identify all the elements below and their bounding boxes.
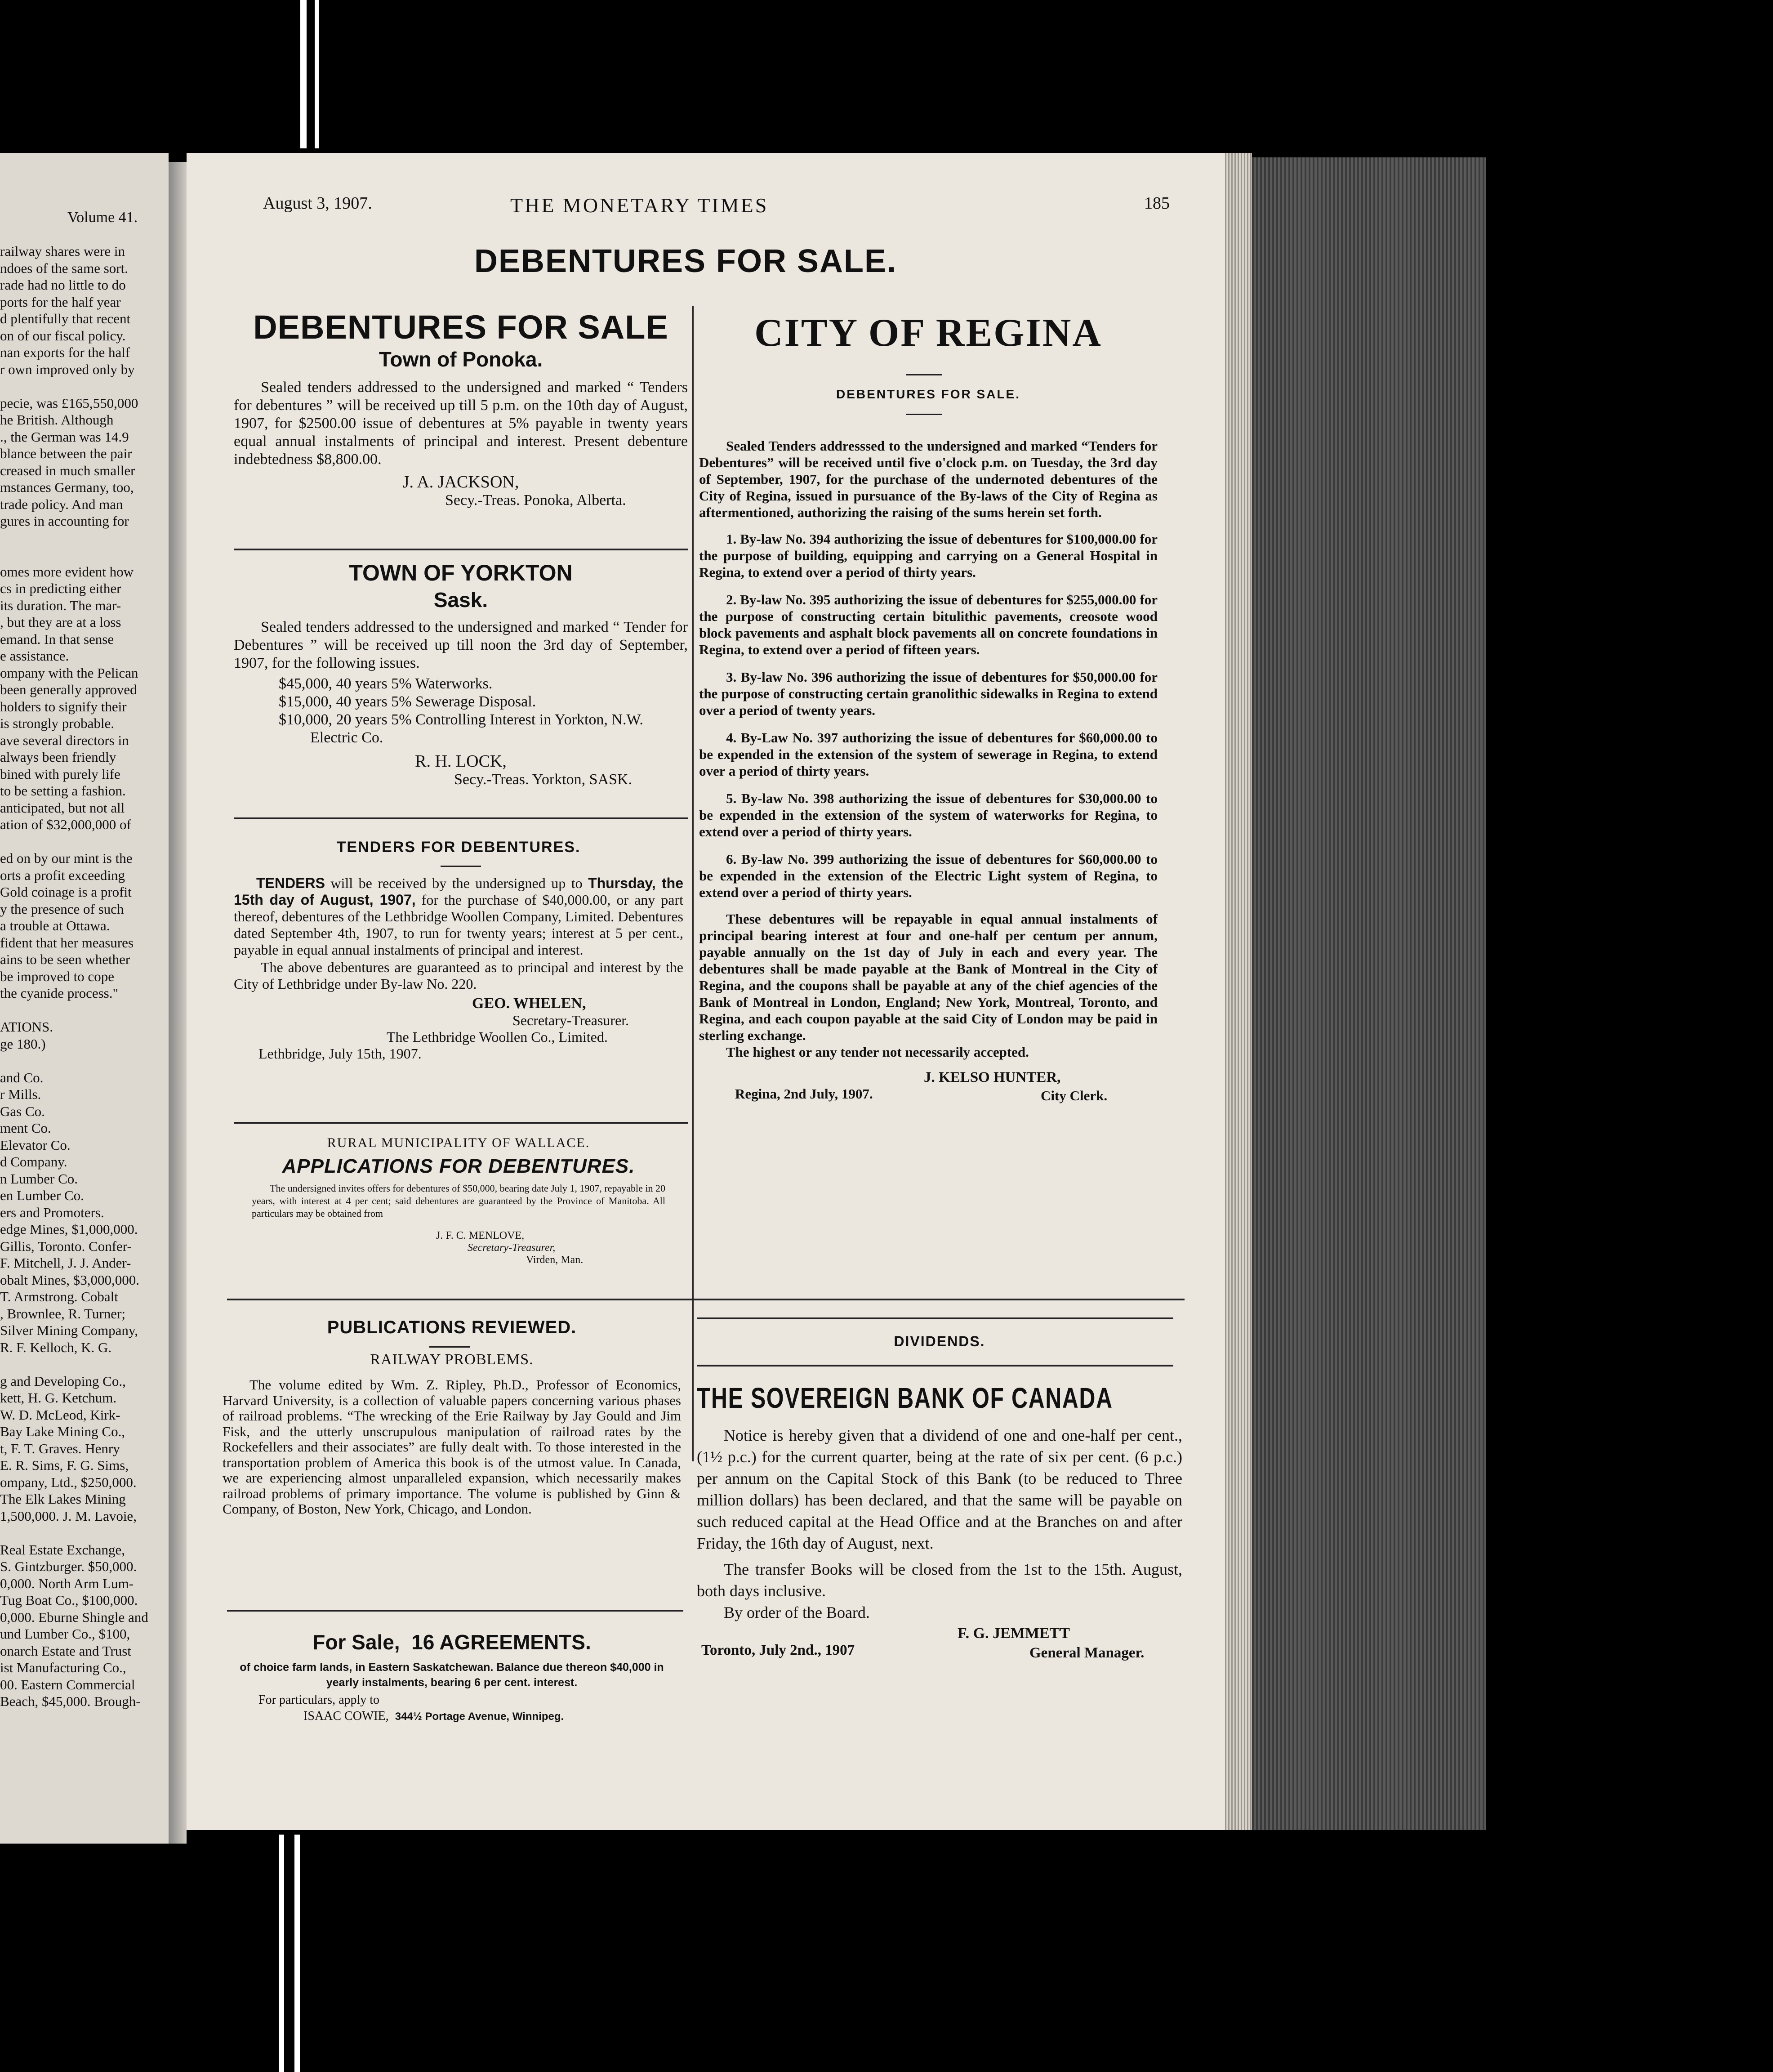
facing-page-line: be improved to cope [0, 968, 114, 984]
yorkton-issue: $10,000, 20 years 5% Controlling Interest in Yorkton, N.W. Electric Co. [279, 711, 643, 746]
lethbridge-body-text: will be received by the undersigned up to [325, 875, 588, 891]
column-divider [692, 306, 694, 1461]
for-sale-address: 344½ Portage Avenue, Winnipeg. [395, 1710, 564, 1723]
wallace-body: The undersigned invites offers for debentures of $50,000, bearing date July 1, 1907, repayable in 20 years, with interest at 4 per cent; said debentures are guaranteed by the Province of Manitoba. All particulars may be obtained from [252, 1183, 665, 1219]
facing-page-line: fident that her measures [0, 934, 134, 951]
wallace-notice [234, 1135, 683, 1266]
dividends-signer: F. G. JEMMETT [958, 1625, 1070, 1642]
facing-page-line: nan exports for the half [0, 344, 130, 360]
facing-page-line: rade had no little to do [0, 277, 126, 293]
ponoka-body: Sealed tenders addressed to the undersigned and marked “ Tenders for debentures ” will be received up till 5 p.m. on the 10th day of August, 1907, for $2500.00 issue of debentures at 5% payable in twenty years equal annual instalments of principal and interest. Present debenture indebtedness $8,800.00. [234, 379, 688, 468]
facing-page-line: ports for the half year [0, 294, 121, 310]
facing-page-line [0, 530, 162, 547]
publications-review [223, 1317, 681, 1517]
facing-page-line [0, 1356, 162, 1373]
film-mark [279, 1835, 284, 2072]
ponoka-subtitle: Town of Ponoka. [379, 348, 543, 371]
ponoka-notice [234, 308, 688, 509]
facing-page-line: kett, H. G. Ketchum. [0, 1390, 117, 1406]
yorkton-signer: R. H. LOCK, [415, 752, 507, 771]
publications-body: The volume edited by Wm. Z. Ripley, Ph.D., Professor of Economics, Harvard University, is a collection of valuable papers concerning various phases of railroad problems. “The wrecking of the Erie Railway by Jay Gould and Jim Fisk, and the utterly unscrupulous manipulation of railroad rates by the Rockefellers and their associates” are fully dealt with. To those interested in the transportation problem of America this book is of the utmost value. In Canada, we are experiencing almost unparalleled expansion, which necessarily makes railroad problems of primary importance. The volume is published by Ginn & Company, of Boston, New York, Chicago, and London. [223, 1377, 681, 1517]
facing-page-line: Gas Co. [0, 1103, 45, 1119]
facing-page-line: is strongly probable. [0, 715, 114, 731]
lethbridge-date: Thursday, the 15th day of August, 1907, [234, 875, 684, 908]
facing-page-line: E. R. Sims, F. G. Sims, [0, 1457, 129, 1473]
facing-page-line: creased in much smaller [0, 462, 135, 478]
facing-page-line: gures in accounting for [0, 513, 129, 529]
lethbridge-signer: GEO. WHELEN, [472, 995, 586, 1012]
facing-page-line: always been friendly [0, 749, 116, 765]
for-sale-body: of choice farm lands, in Eastern Saskatchewan. Balance due thereon $40,000 in yearly instalments, bearing 6 per cent. interest. [240, 1661, 664, 1689]
facing-page-line: 0,000. North Arm Lum- [0, 1575, 134, 1591]
document-page [187, 153, 1225, 1830]
dividends-signer-title: General Manager. [1029, 1645, 1145, 1661]
facing-page-line: t, F. T. Graves. Henry [0, 1440, 120, 1456]
facing-page-text [0, 243, 162, 1710]
book-gutter [169, 162, 187, 1844]
ponoka-signer: J. A. JACKSON, [402, 473, 519, 491]
dividends-notice [697, 1333, 1182, 1662]
facing-page-line: g and Developing Co., [0, 1373, 126, 1389]
facing-page-line: ains to be seen whether [0, 951, 130, 967]
for-sale-notice [223, 1630, 681, 1724]
for-sale-title-b: 16 AGREEMENTS. [411, 1630, 591, 1654]
journal-title: THE MONETARY TIMES [510, 194, 769, 217]
facing-page-line: Elevator Co. [0, 1137, 71, 1153]
regina-signer-title: City Clerk. [1041, 1088, 1108, 1103]
lethbridge-place-date: Lethbridge, July 15th, 1907. [258, 1045, 422, 1062]
publications-subtitle: RAILWAY PROBLEMS. [370, 1351, 534, 1368]
section-rule [234, 1122, 688, 1124]
regina-place-date: Regina, 2nd July, 1907. [735, 1086, 873, 1102]
facing-page-line: y the presence of such [0, 901, 124, 917]
regina-highest: The highest or any tender not necessarily accepted. [726, 1044, 1029, 1060]
facing-page-line: r own improved only by [0, 361, 135, 377]
film-mark [294, 1835, 300, 2072]
section-rule [234, 549, 688, 550]
ponoka-title: DEBENTURES FOR SALE [253, 308, 668, 346]
facing-page-line: ompany, Ltd., $250,000. [0, 1474, 137, 1490]
facing-page-line: omes more evident how [0, 563, 134, 580]
regina-bylaw: 4. By-Law No. 397 authorizing the issue of debentures for $60,000.00 to be expended in the extension of the system of sewerage in Regina, to extend over a period of thirty years. [699, 730, 1158, 779]
facing-page-line [0, 1052, 162, 1069]
facing-page-line: Beach, $45,000. Brough- [0, 1693, 141, 1709]
facing-page-line: pecie, was £165,550,000 [0, 395, 138, 411]
facing-page-line: blance between the pair [0, 446, 132, 461]
regina-signer: J. KELSO HUNTER, [924, 1069, 1061, 1085]
for-sale-title [223, 1630, 681, 1654]
facing-page-line: holders to signify their [0, 698, 127, 714]
facing-page-line: obalt Mines, $3,000,000. [0, 1272, 139, 1288]
facing-page-line [0, 833, 162, 850]
dividends-order: By order of the Board. [724, 1603, 870, 1621]
dividends-place-date: Toronto, July 2nd., 1907 [701, 1642, 855, 1658]
facing-page-line: S. Gintzburger. $50,000. [0, 1558, 137, 1574]
for-sale-particulars: For particulars, apply to [258, 1693, 380, 1707]
facing-page-line: W. D. McLeod, Kirk- [0, 1407, 120, 1423]
facing-page-line: Real Estate Exchange, [0, 1541, 125, 1558]
facing-page-line: on of our fiscal policy. [0, 327, 126, 344]
facing-page-line: e assistance. [0, 648, 69, 664]
film-mark [300, 0, 307, 148]
ponoka-signer-title: Secy.-Treas. Ponoka, Alberta. [445, 492, 626, 509]
lethbridge-body [234, 875, 683, 958]
facing-page-line: railway shares were in [0, 243, 125, 259]
issue-date: August 3, 1907. [263, 194, 372, 213]
regina-repayment: These debentures will be repayable in equal annual instalments of principal bearing interest at four and one-half per centum per annum, payable annually on the 1st day of July in each and every year. The debentures shall be made payable at the Bank of Montreal in the City of Regina, and the coupons shall be payable at any of the chief agencies of the Bank of Montreal in London, England; New York, Montreal, Toronto, and Regina, and each coupon payable at the said City of London may be paid in sterling exchange. [699, 911, 1158, 1043]
yorkton-issue: $45,000, 40 years 5% Waterworks. [279, 675, 493, 692]
facing-page-line [0, 1002, 162, 1019]
regina-bylaw: 3. By-law No. 396 authorizing the issue of debentures for $50,000.00 for the purpose of constructing certain granolithic sidewalks in Regina to extend over a period of twenty years. [699, 669, 1158, 718]
facing-page-line: mstances Germany, too, [0, 479, 134, 495]
for-sale-title-a: For Sale, [312, 1630, 400, 1654]
short-rule [906, 414, 942, 415]
facing-page-line: F. Mitchell, J. J. Ander- [0, 1255, 131, 1271]
facing-page-line: ATIONS. [0, 1019, 53, 1035]
facing-page-line: 1,500,000. J. M. Lavoie, [0, 1508, 137, 1524]
regina-intro: Sealed Tenders addresssed to the undersigned and marked “Tenders for Debentures” will be received until five o'clock p.m. on Tuesday, the 3rd day of September, 1907, for the purchase of the undernoted debentures of the City of Regina, issued in pursuance of the By-laws of the City of Regina as aftermentioned, authorizing the raising of the sums herein set forth. [699, 438, 1158, 520]
facing-page-line: Silver Mining Company, [0, 1322, 138, 1338]
page-number: 185 [1144, 194, 1170, 213]
dividends-transfer: The transfer Books will be closed from the 1st to the 15th. August, both days inclusive. [697, 1560, 1182, 1600]
facing-page-line: ave several directors in [0, 732, 129, 748]
sovereign-bank-title: THE SOVEREIGN BANK OF CANADA [697, 1382, 1113, 1414]
facing-page-line: ation of $32,000,000 of [0, 817, 131, 832]
wallace-heading: RURAL MUNICIPALITY OF WALLACE. [327, 1135, 590, 1150]
section-rule [227, 1610, 683, 1612]
facing-page-line: edge Mines, $1,000,000. [0, 1221, 138, 1237]
facing-page-line: The Elk Lakes Mining [0, 1491, 126, 1507]
facing-page-line: ndoes of the same sort. [0, 260, 128, 276]
yorkton-issue: $15,000, 40 years 5% Sewerage Disposal. [279, 693, 536, 710]
facing-page-line: its duration. The mar- [0, 597, 121, 613]
film-mark [315, 0, 319, 148]
regina-title: CITY OF REGINA [754, 311, 1102, 355]
for-sale-contact: ISAAC COWIE, [303, 1709, 389, 1723]
facing-page-line: ers and Promoters. [0, 1204, 104, 1220]
facing-page-line: ed on by our mint is the [0, 850, 133, 866]
page-edges [1225, 153, 1252, 1830]
facing-page-line: ment Co. [0, 1120, 51, 1136]
facing-page-line: T. Armstrong. Cobalt [0, 1289, 118, 1304]
short-rule [429, 1346, 470, 1348]
facing-page-line: and Co. [0, 1069, 44, 1085]
yorkton-body: Sealed tenders addressed to the undersigned and marked “ Tender for Debentures ” will be received up till noon the 3rd day of September, 1907, for the following issues. [234, 619, 688, 671]
short-rule [441, 866, 481, 867]
facing-page-line: , but they are at a loss [0, 614, 121, 630]
facing-page-line: ge 180.) [0, 1036, 46, 1052]
facing-page-line: Gold coinage is a profit [0, 884, 132, 900]
volume-label: Volume 41. [67, 209, 138, 226]
lethbridge-lead: TENDERS [256, 875, 325, 891]
facing-page-line: en Lumber Co. [0, 1188, 84, 1203]
yorkton-subtitle: Sask. [433, 588, 488, 612]
facing-page-line: to be setting a fashion. [0, 783, 126, 799]
facing-page-line: the cyanide process." [0, 985, 119, 1001]
facing-page-line: ompany with the Pelican [0, 665, 138, 681]
lethbridge-notice [234, 839, 683, 1062]
wallace-title: APPLICATIONS FOR DEBENTURES. [282, 1155, 635, 1177]
publications-title: PUBLICATIONS REVIEWED. [327, 1317, 577, 1337]
regina-bylaw: 6. By-law No. 399 authorizing the issue of debentures for $60,000.00 to be expended in the extension of the Electric Light system of Regina, to extend over a period of thirty years. [699, 851, 1158, 900]
facing-page-line: bined with purely life [0, 766, 120, 782]
facing-page-line [0, 546, 162, 563]
facing-page-line: a trouble at Ottawa. [0, 918, 110, 933]
regina-subtitle: DEBENTURES FOR SALE. [836, 387, 1021, 401]
yorkton-title: TOWN OF YORKTON [349, 560, 573, 585]
facing-page-line: emand. In that sense [0, 631, 114, 647]
facing-page-line: d plentifully that recent [0, 311, 131, 326]
facing-page-line: r Mills. [0, 1086, 41, 1102]
facing-page-line: ist Manufacturing Co., [0, 1660, 126, 1675]
regina-bylaw: 5. By-law No. 398 authorizing the issue of debentures for $30,000.00 to be expended in the extension of the system of waterworks for Regina, to extend over a period of thirty years. [699, 790, 1158, 840]
facing-page-line: orts a profit exceeding [0, 867, 125, 883]
for-sale-contact-line [303, 1709, 681, 1724]
short-rule [906, 374, 942, 375]
section-rule [697, 1365, 1173, 1366]
facing-page-line [0, 1524, 162, 1541]
facing-page-line: , Brownlee, R. Turner; [0, 1305, 125, 1322]
lethbridge-company: The Lethbridge Woollen Co., Limited. [387, 1029, 608, 1045]
facing-page-line: 00. Eastern Commercial [0, 1676, 135, 1692]
regina-notice [699, 310, 1158, 1106]
facing-page-line: Bay Lake Mining Co., [0, 1424, 125, 1439]
regina-bylaw: 2. By-law No. 395 authorizing the issue of debentures for $255,000.00 for the purpose of constructing certain bitulithic pavements, creosote wood block pavements and asphalt block pavements all on concrete foundations in Regina, to extend over a period of fifteen years. [699, 592, 1158, 657]
regina-bylaw: 1. By-law No. 394 authorizing the issue of debentures for $100,000.00 for the purpose of building, equipping and carrying on a General Hospital in Regina, to extend over a period of thirty years. [699, 531, 1158, 580]
section-rule [227, 1299, 1185, 1300]
facing-page-line: ., the German was 14.9 [0, 429, 129, 445]
facing-page-line: d Company. [0, 1154, 67, 1170]
lethbridge-guarantee: The above debentures are guaranteed as to principal and interest by the City of Lethbridge under By-law No. 220. [234, 959, 683, 992]
facing-page-line: und Lumber Co., $100, [0, 1626, 130, 1642]
facing-page-line: trade policy. And man [0, 496, 123, 512]
facing-page-line: cs in predicting either [0, 581, 121, 596]
wallace-signer: J. F. C. MENLOVE, [436, 1230, 525, 1241]
page-title: DEBENTURES FOR SALE. [474, 243, 897, 279]
facing-page-line: he British. Although [0, 412, 114, 428]
book-block [1252, 157, 1486, 1830]
facing-page [0, 153, 169, 1844]
wallace-place: Virden, Man. [526, 1254, 584, 1266]
facing-page-line: anticipated, but not all [0, 799, 125, 816]
facing-page-line: n Lumber Co. [0, 1170, 78, 1187]
facing-page-line: Gillis, Toronto. Confer- [0, 1238, 132, 1254]
dividends-body: Notice is hereby given that a dividend of one and one-half per cent., (1½ p.c.) for the current quarter, being at the rate of six per cent. (6 p.c.) per annum on the Capital Stock of this Bank (to be reduced to Three million dollars) has been declared, and that the same will be payable on such reduced capital at the Head Office and at the Branches on and after Friday, the 16th day of August, next. [697, 1426, 1182, 1552]
facing-page-line: been generally approved [0, 682, 137, 697]
facing-page-line: onarch Estate and Trust [0, 1643, 131, 1659]
yorkton-notice [234, 560, 688, 788]
facing-page-line [0, 378, 162, 395]
lethbridge-signer-title: Secretary-Treasurer. [512, 1012, 629, 1028]
dividends-heading: DIVIDENDS. [894, 1333, 985, 1349]
facing-page-line: 0,000. Eburne Shingle and [0, 1609, 148, 1625]
facing-page-line: Tug Boat Co., $100,000. [0, 1592, 138, 1608]
section-rule [234, 817, 688, 819]
facing-page-line: R. F. Kelloch, K. G. [0, 1339, 112, 1355]
lethbridge-title: TENDERS FOR DEBENTURES. [336, 839, 581, 856]
lethbridge-body-text: for the purchase of $40,000.00, or any part thereof, debentures of the Lethbridge Woollen Company, Limited. Debentures dated September 4th, 1907, to run for twenty years; interest at 5 per cent., payable in equal annual instalments of principal and interest. [234, 892, 684, 958]
section-rule [697, 1317, 1173, 1319]
yorkton-signer-title: Secy.-Treas. Yorkton, SASK. [454, 771, 633, 788]
wallace-signer-title: Secretary-Treasurer, [468, 1242, 556, 1254]
